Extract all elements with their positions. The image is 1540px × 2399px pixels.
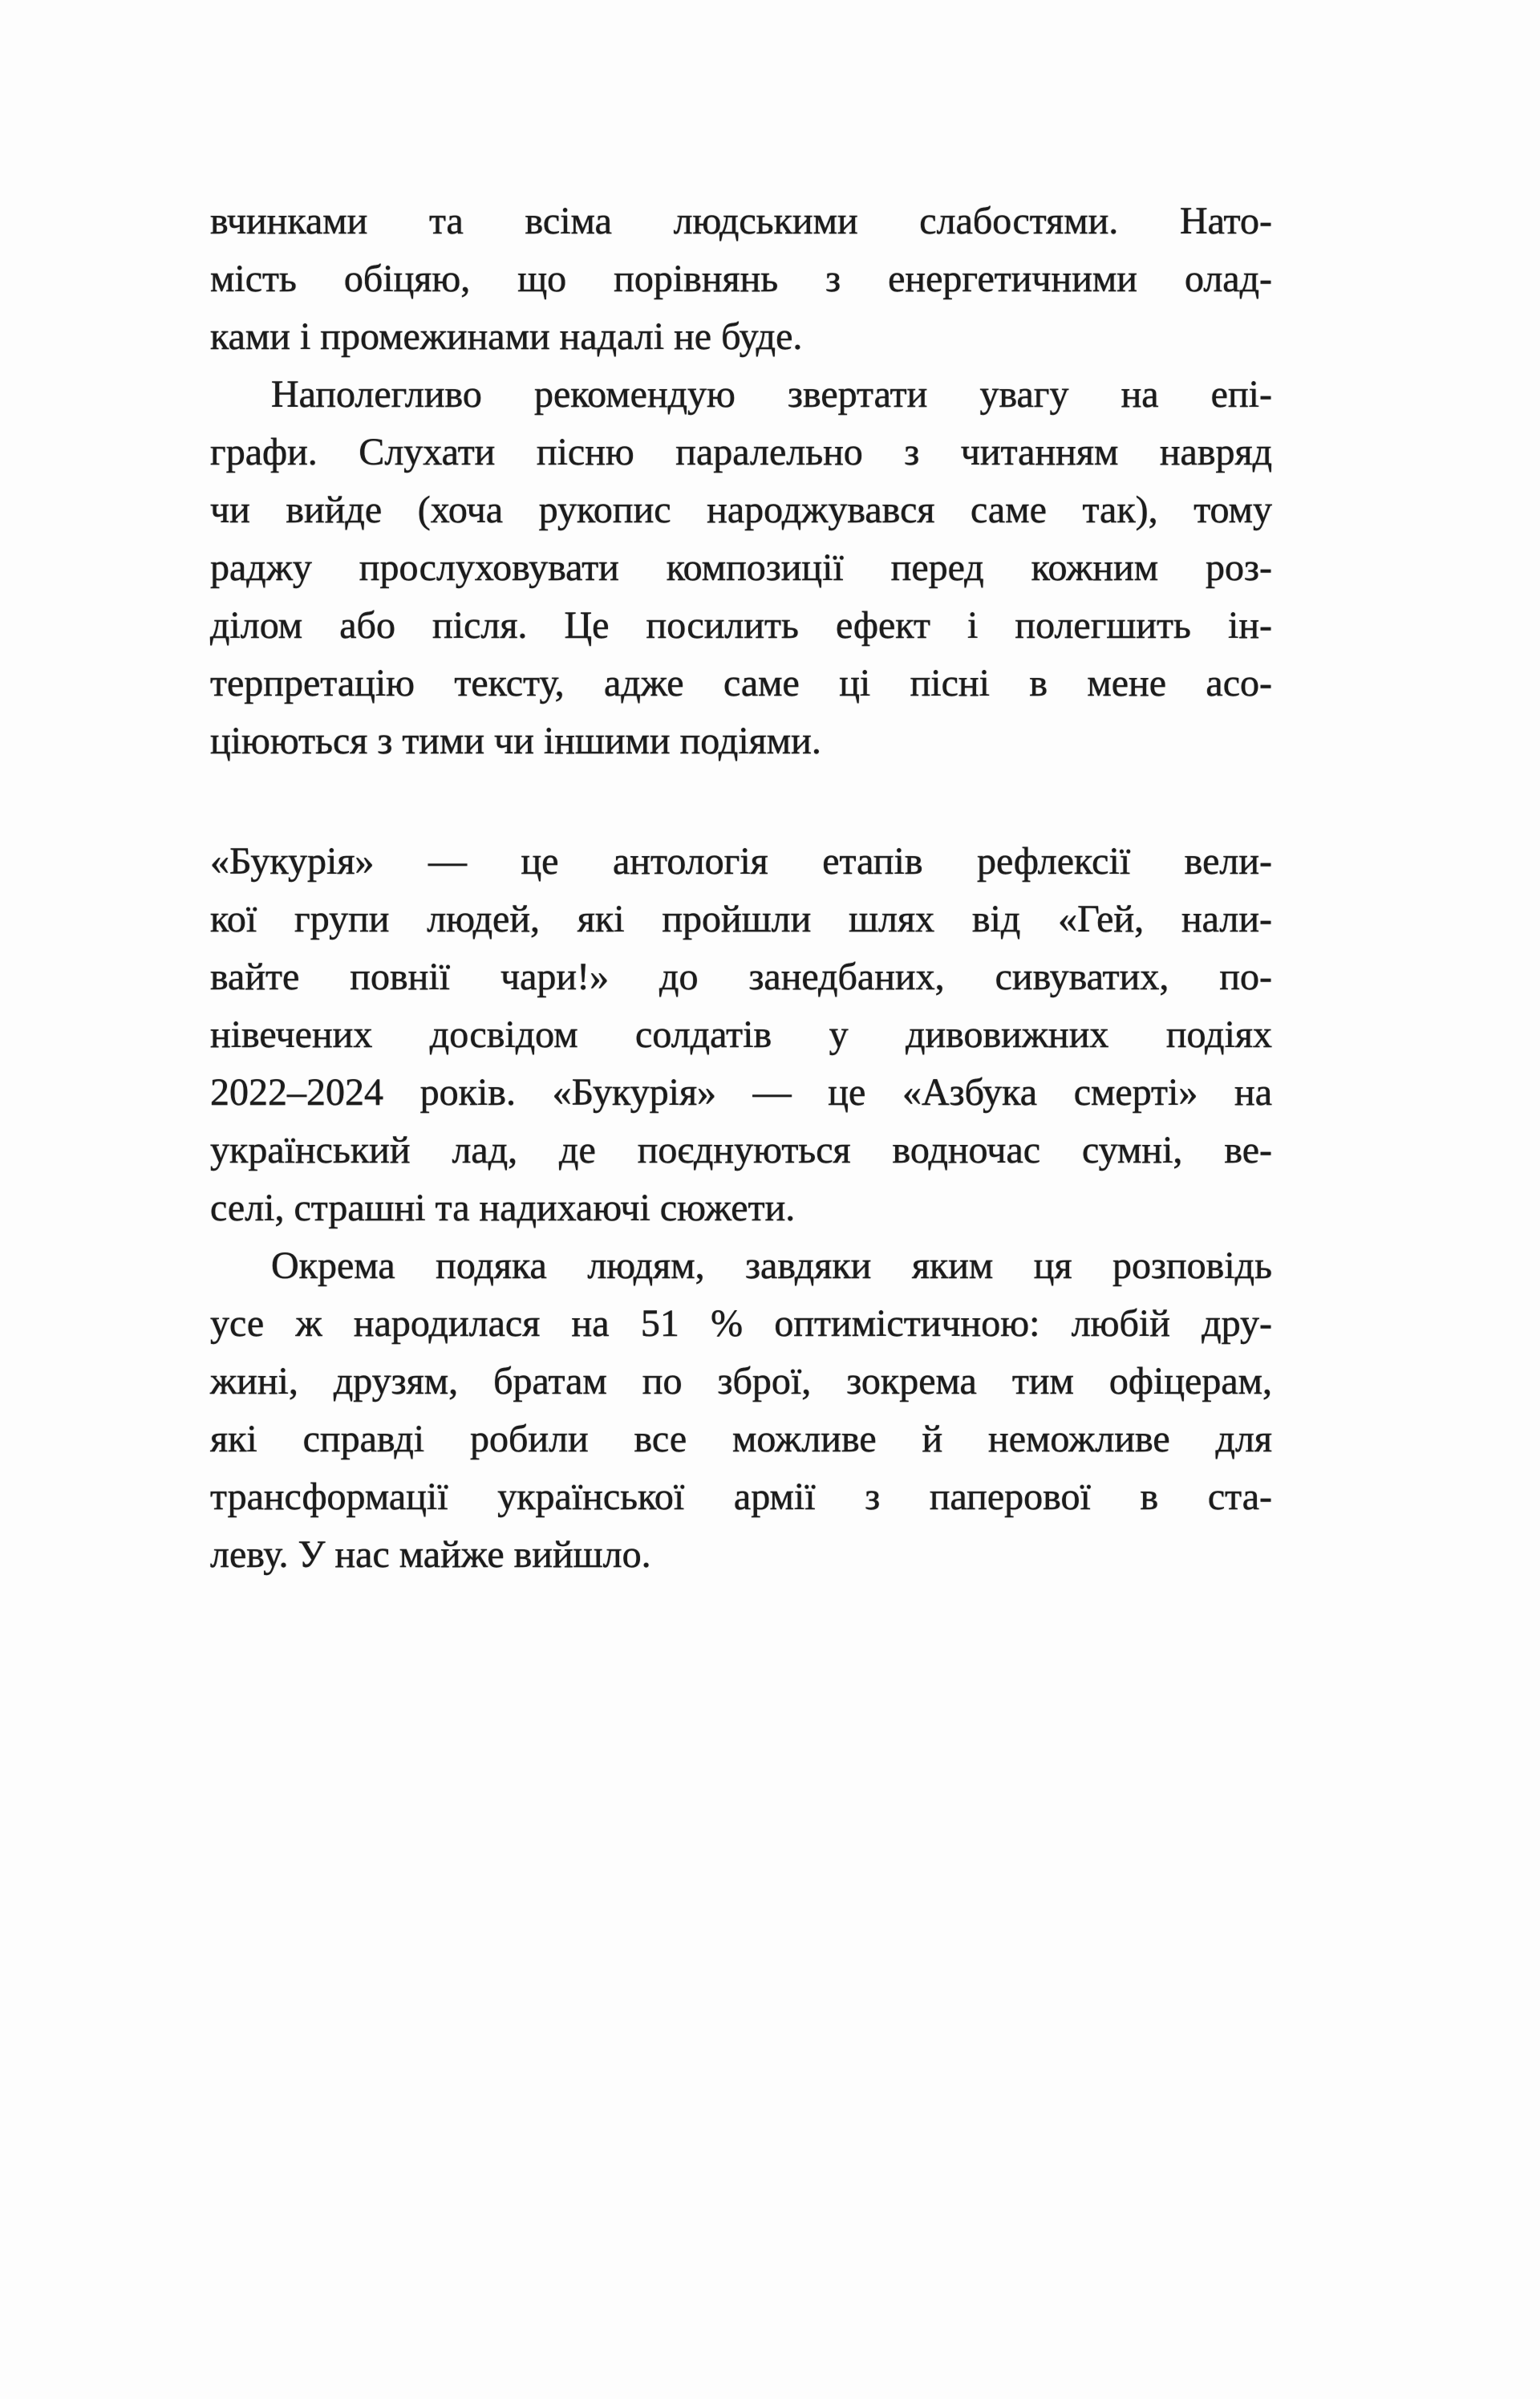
text-line: український лад, де поєднуються водночас сумні, ве- xyxy=(210,1129,1272,1171)
text-line: кої групи людей, які пройшли шлях від «Гей, нали- xyxy=(210,898,1272,940)
text-line: жині, друзям, братам по зброї, зокрема тим офіцерам, xyxy=(210,1360,1272,1402)
page-text-block xyxy=(210,193,1272,1584)
text-line: 2022–2024 років. «Букурія» — це «Азбука смерті» на xyxy=(210,1071,1272,1114)
text-line: «Букурія» — це антологія етапів рефлексії вели- xyxy=(210,840,1272,883)
text-line: раджу прослуховувати композиції перед кожним роз- xyxy=(210,546,1272,589)
text-line: ками і промежинами надалі не буде. xyxy=(210,315,803,358)
text-line: мість обіцяю, що порівнянь з енергетичними олад- xyxy=(210,258,1272,300)
text-line: усе ж народилася на 51 % оптимістичною: любій дру- xyxy=(210,1302,1272,1345)
text-line: ділом або після. Це посилить ефект і полегшить ін- xyxy=(210,604,1272,647)
paragraph-acknowledgements xyxy=(210,1237,1272,1584)
text-line: трансформації української армії з паперової в ста- xyxy=(210,1476,1272,1518)
text-line: графи. Слухати пісню паралельно з читанням навряд xyxy=(210,431,1272,473)
text-line: чи вийде (хоча рукопис народжувався саме так), тому xyxy=(210,489,1272,531)
text-line: вайте повнії чари!» до занедбаних, сивуватих, по- xyxy=(210,956,1272,998)
paragraph-epigraphs xyxy=(210,366,1272,770)
text-line: Наполегливо рекомендую звертати увагу на епі- xyxy=(271,373,1272,416)
text-line: нівечених досвідом солдатів у дивовижних подіях xyxy=(210,1013,1272,1056)
paragraph-continuation xyxy=(210,193,1272,366)
text-line: Окрема подяка людям, завдяки яким ця розповідь xyxy=(271,1244,1272,1287)
text-line: леву. У нас майже вийшло. xyxy=(210,1533,651,1576)
paragraph-bukuria xyxy=(210,833,1272,1237)
text-line: терпретацію тексту, адже саме ці пісні в мене асо- xyxy=(210,662,1272,704)
text-line: ціюються з тими чи іншими подіями. xyxy=(210,720,821,762)
text-line: які справді робили все можливе й неможливе для xyxy=(210,1418,1272,1460)
text-line: вчинками та всіма людськими слабостями. Нато- xyxy=(210,200,1272,242)
text-line: селі, страшні та надихаючі сюжети. xyxy=(210,1187,796,1229)
